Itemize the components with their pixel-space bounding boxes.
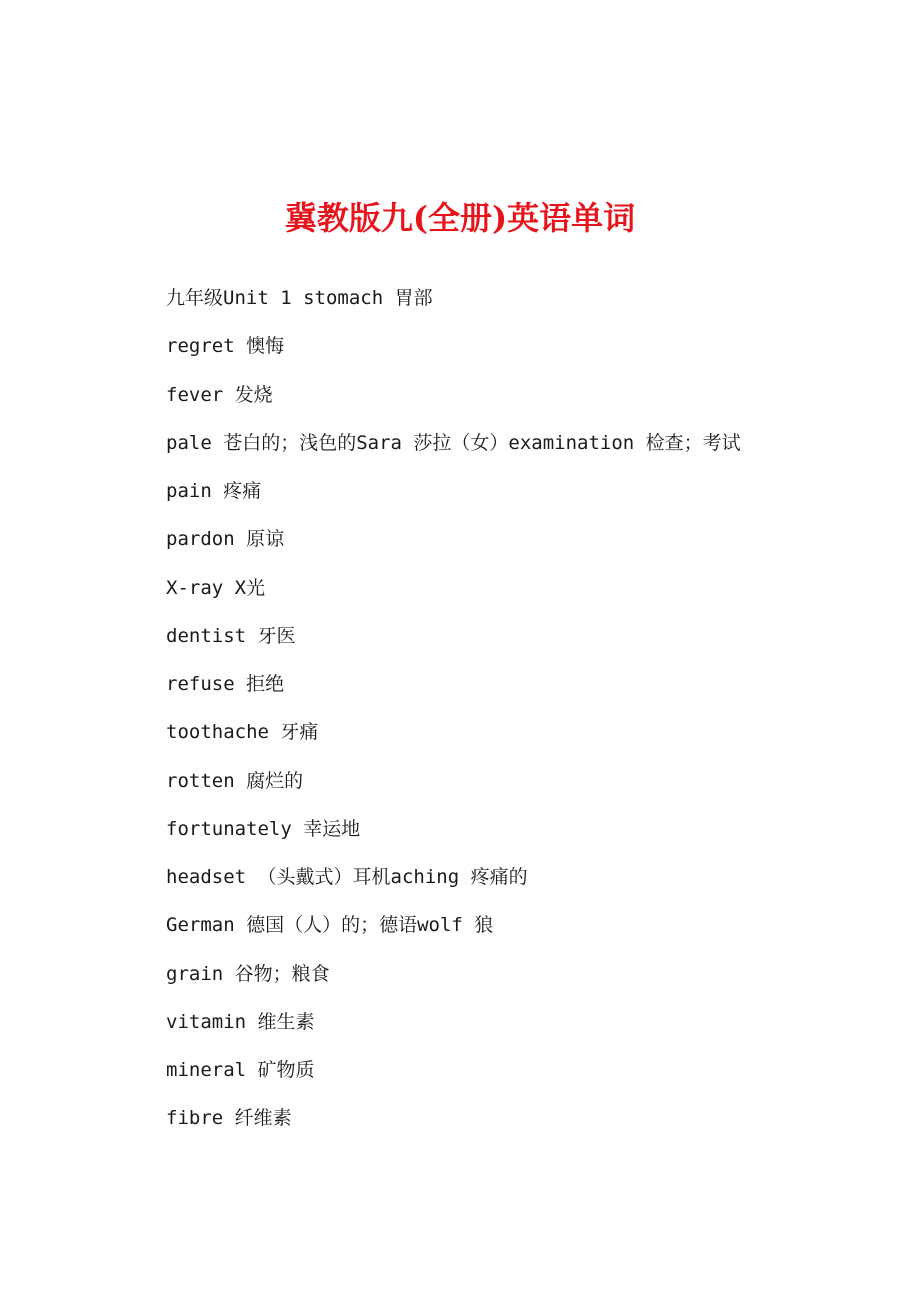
document-title: 冀教版九(全册)英语单词 xyxy=(284,199,636,237)
vocabulary-entry: German 德国（人）的；德语wolf 狼 xyxy=(166,914,494,937)
vocabulary-entry: rotten 腐烂的 xyxy=(166,769,304,792)
vocabulary-entry: pale 苍白的；浅色的Sara 莎拉（女）examination 检查；考试 xyxy=(166,431,741,454)
vocabulary-entry: fibre 纤维素 xyxy=(166,1107,292,1130)
vocabulary-entry: fortunately 幸运地 xyxy=(166,817,361,840)
vocabulary-entry: vitamin 维生素 xyxy=(166,1010,315,1033)
vocabulary-entry: headset （头戴式）耳机aching 疼痛的 xyxy=(166,866,528,888)
vocabulary-list xyxy=(166,276,886,1145)
vocabulary-entry: mineral 矿物质 xyxy=(166,1059,315,1081)
vocabulary-entry: fever 发烧 xyxy=(166,383,273,406)
vocabulary-entry: regret 懊悔 xyxy=(166,335,285,358)
vocabulary-entry: grain 谷物；粮食 xyxy=(166,962,330,985)
vocabulary-entry: pain 疼痛 xyxy=(166,480,262,502)
vocabulary-entry: dentist 牙医 xyxy=(166,624,296,647)
vocabulary-entry: refuse 拒绝 xyxy=(166,673,285,695)
vocabulary-entry: toothache 牙痛 xyxy=(166,721,319,744)
vocabulary-entry: pardon 原谅 xyxy=(166,528,285,551)
vocabulary-entry: X-ray X光 xyxy=(166,576,266,599)
vocabulary-entry: 九年级Unit 1 stomach 胃部 xyxy=(166,287,433,309)
